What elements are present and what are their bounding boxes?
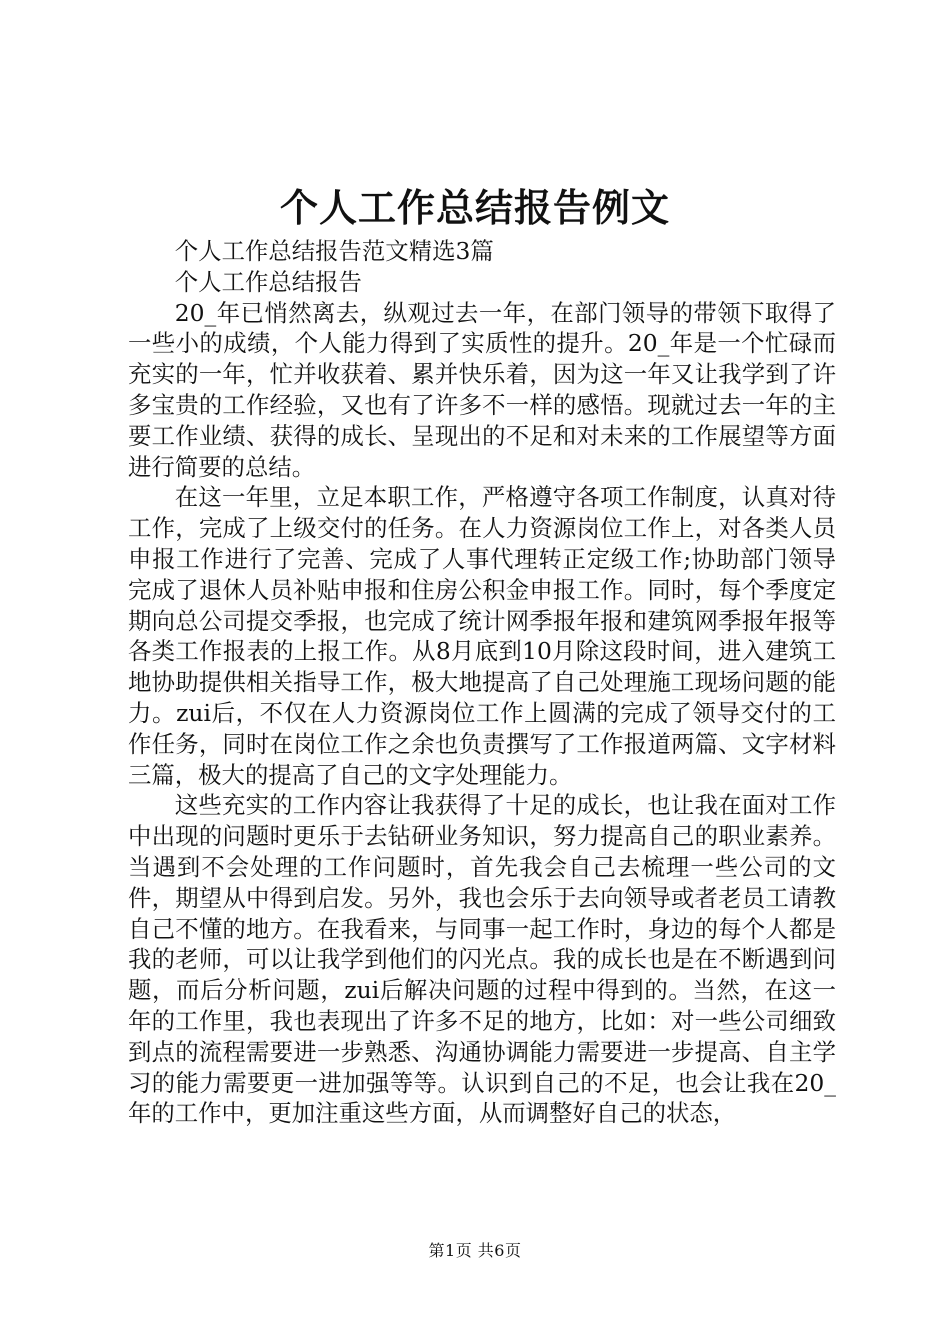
subtitle-line: 个人工作总结报告范文精选3篇 [174, 237, 494, 265]
paragraph: 这些充实的工作内容让我获得了十足的成长，也让我在面对工作中出现的问题时更乐于去钻研业务知识，努力提高自己的职业素养。当遇到不会处理的工作问题时，首先我会自己去梳理一些公司的文件，期望从中得到启发。另外，我也会乐于去向领导或者老员工请教自己不懂的地方。在我看来，与同事一起工作时，身边的每个人都是我的老师，可以让我学到他们的闪光点。我的成长也是在不断遇到问题，而后分析问题，zui后解决问题的过程中得到的。当然，在这一年的工作里，我也表现出了许多不足的地方，比如：对一些公司细致到点的流程需要进一步熟悉、沟通协调能力需要进一步提高、自主学习的能力需要更一进加强等等。认识到自己的不足，也会让我在20_年的工作中，更加注重这些方面，从而调整好自己的状态， [128, 791, 836, 1128]
paragraph: 20_年已悄然离去，纵观过去一年，在部门领导的带领下取得了一些小的成绩，个人能力得到了实质性的提升。20_年是一个忙碌而充实的一年，忙并收获着、累并快乐着，因为这一年又让我学到了许多宝贵的工作经验，又也有了许多不一样的感悟。现就过去一年的主要工作业绩、获得的成长、呈现出的不足和对未来的工作展望等方面进行简要的总结。 [128, 298, 836, 481]
page-footer: 第1页 共6页 [428, 1241, 522, 1260]
document-body [128, 236, 836, 1129]
document-title: 个人工作总结报告例文 [279, 185, 670, 230]
paragraph: 在这一年里，立足本职工作，严格遵守各项工作制度，认真对待工作，完成了上级交付的任务。在人力资源岗位工作上，对各类人员申报工作进行了完善、完成了人事代理转正定级工作;协助部门领导完成了退休人员补贴申报和住房公积金申报工作。同时，每个季度定期向总公司提交季报，也完成了统计网季报年报和建筑网季报年报等各类工作报表的上报工作。从8月底到10月除这段时间，进入建筑工地协助提供相关指导工作，极大地提高了自己处理施工现场问题的能力。zui后，不仅在人力资源岗位工作上圆满的完成了领导交付的工作任务，同时在岗位工作之余也负责撰写了工作报道两篇、文字材料三篇，极大的提高了自己的文字处理能力。 [128, 483, 836, 789]
heading-line: 个人工作总结报告 [174, 267, 362, 296]
